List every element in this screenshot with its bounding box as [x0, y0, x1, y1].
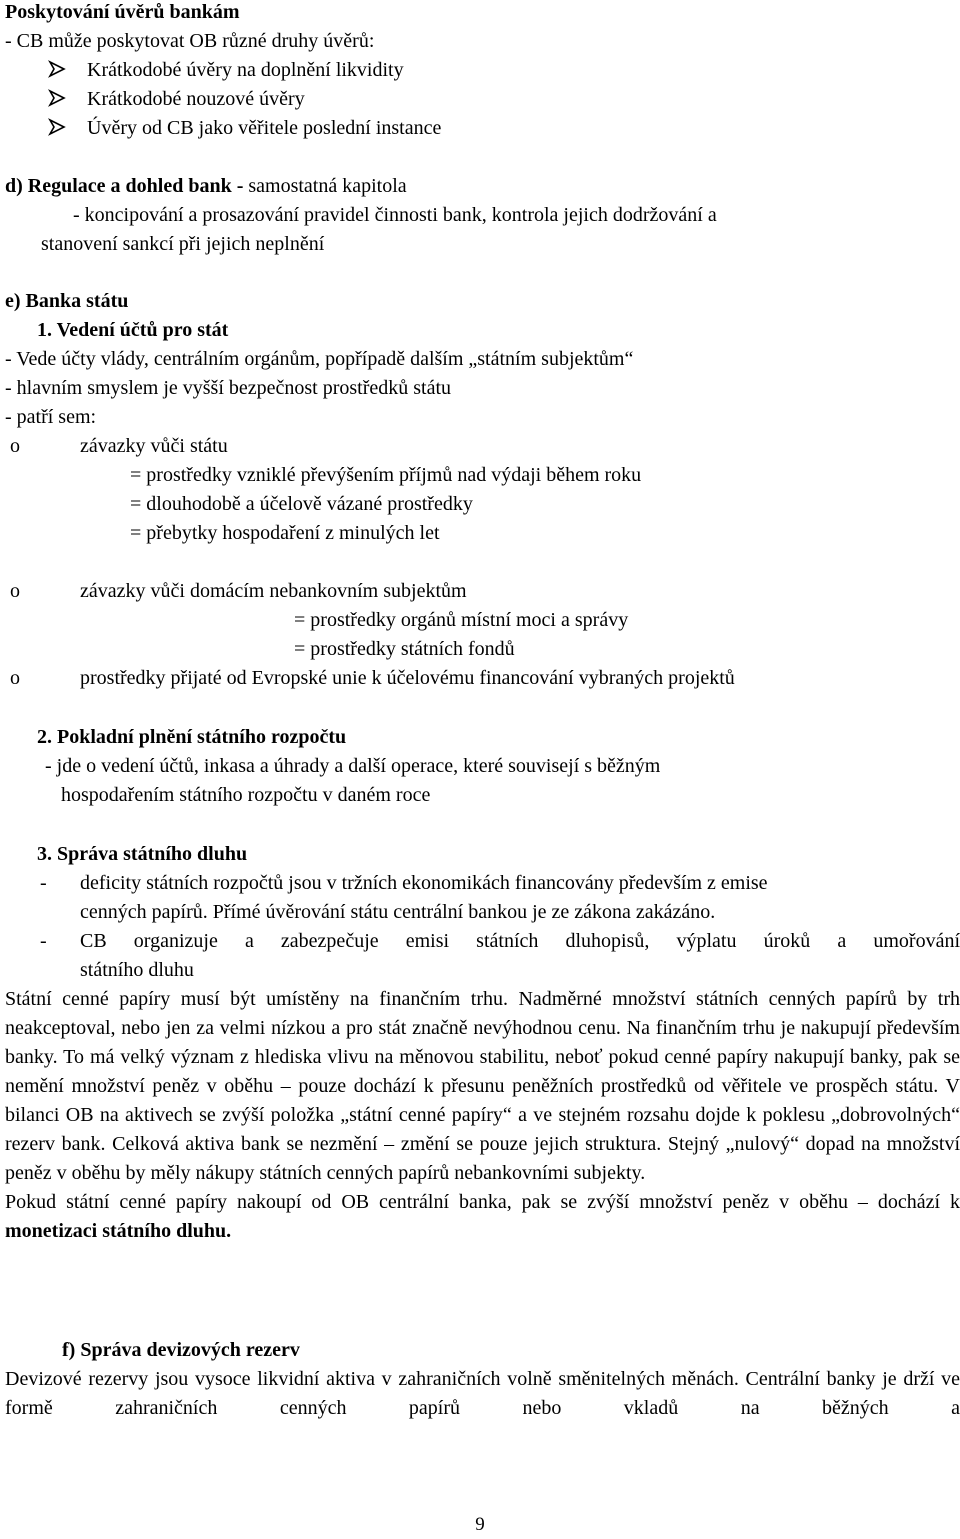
- page-number: 9: [475, 1514, 485, 1535]
- circle-bullet: o: [10, 435, 20, 457]
- text-line: CB organizuje a zabezpečuje emisi státních dluhopisů, výplatu úroků a umořování: [80, 930, 960, 952]
- paragraph-text: [5, 1188, 960, 1246]
- text-line: = prostředky vzniklé převýšením příjmů nad výdaji během roku: [130, 464, 642, 486]
- circle-bullet: o: [10, 580, 20, 602]
- paragraph-text: Státní cenné papíry musí být umístěny na finančním trhu. Nadměrné množství státních cenných papírů by trh neakceptoval, nebo jen za velmi nízkou a pro stát značně nevýhodnou cenu. Na finančním trhu je nakupují především banky. To má velký význam z hlediska vlivu na měnovou stabilitu, neboť pokud cenné papíry nakupují banky, pak se nemění množství peněz v oběhu – pouze dochází k přesunu peněžních prostředků od věřitele ve prospěch státu. V bilanci OB na aktivech se zvýší položka „státní cenné papíry“ a ve stejném rozsahu dojde k poklesu „dobrovolných“ rezerv bank. Celková aktiva bank se nezmění – změní se pouze jejich struktura. Stejný „nulový“ dopad na množství peněz v oběhu by měly nákupy státních cenných papírů nebankovními subjekty.: [5, 988, 960, 1184]
- text-line: stanovení sankcí při jejich neplnění: [41, 233, 325, 255]
- section-title: Poskytování úvěrů bankám: [5, 1, 240, 23]
- subsection-heading: 2. Pokladní plnění státního rozpočtu: [37, 726, 347, 748]
- section-title: e) Banka státu: [5, 290, 129, 312]
- text-line: deficity státních rozpočtů jsou v tržních ekonomikách financovány především z emise: [80, 872, 768, 894]
- section-d-heading: [5, 172, 407, 201]
- text-line: - koncipování a prosazování pravidel činnosti bank, kontrola jejich dodržování a: [73, 204, 717, 226]
- list-item: [48, 114, 441, 143]
- dash-marker: -: [40, 930, 47, 952]
- list-item-text: Krátkodobé úvěry na doplnění likvidity: [87, 59, 404, 81]
- body-paragraph: [5, 1365, 960, 1423]
- text-line: - jde o vedení účtů, inkasa a úhrady a další operace, které souvisejí s běžným: [45, 755, 661, 777]
- dash-marker: -: [40, 872, 47, 894]
- list-item-text: Úvěry od CB jako věřitele poslední instance: [87, 117, 442, 139]
- text-line: cenných papírů. Přímé úvěrování státu centrální bankou je ze zákona zakázáno.: [80, 901, 716, 923]
- text-line: = přebytky hospodaření z minulých let: [130, 522, 440, 544]
- list-item-text: závazky vůči státu: [80, 435, 228, 457]
- arrow-bullet-icon: [48, 118, 66, 136]
- list-item-text: závazky vůči domácím nebankovním subjektům: [80, 580, 467, 602]
- list-item-text: Krátkodobé nouzové úvěry: [87, 88, 305, 110]
- body-paragraph: [5, 985, 960, 1246]
- arrow-bullet-icon: [48, 89, 66, 107]
- list-item: [48, 85, 305, 114]
- list-item-text: prostředky přijaté od Evropské unie k účelovému financování vybraných projektů: [80, 667, 735, 689]
- section-note: samostatná kapitola: [243, 175, 407, 197]
- subsection-heading: 1. Vedení účtů pro stát: [37, 319, 229, 341]
- bold-term: monetizaci státního dluhu.: [5, 1220, 232, 1242]
- text-line: hospodařením státního rozpočtu v daném roce: [61, 784, 431, 806]
- text-line: - Vede účty vlády, centrálním orgánům, popřípadě dalším „státním subjektům“: [5, 348, 634, 370]
- intro-line: - CB může poskytovat OB různé druhy úvěrů:: [5, 30, 375, 52]
- section-title: d) Regulace a dohled bank -: [5, 175, 244, 197]
- paragraph-text-run: Pokud státní cenné papíry nakoupí od OB centrální banka, pak se zvýší množství peněz v oběhu – dochází k: [5, 1191, 960, 1213]
- section-title: f) Správa devizových rezerv: [62, 1339, 300, 1361]
- paragraph-text: Devizové rezervy jsou vysoce likvidní aktiva v zahraničních volně směnitelných měnách. Centrální banky je drží ve formě zahraničních cenných papírů nebo vkladů na běžných a: [5, 1368, 960, 1419]
- arrow-bullet-icon: [48, 60, 66, 78]
- text-line: - hlavním smyslem je vyšší bezpečnost prostředků státu: [5, 377, 452, 399]
- text-line: státního dluhu: [80, 959, 194, 981]
- text-line: - patří sem:: [5, 406, 97, 428]
- text-line: = prostředky orgánů místní moci a správy: [294, 609, 629, 631]
- list-item: [48, 56, 404, 85]
- circle-bullet: o: [10, 667, 20, 689]
- subsection-heading: 3. Správa státního dluhu: [37, 843, 248, 865]
- text-line: = prostředky státních fondů: [294, 638, 515, 660]
- text-line: = dlouhodobě a účelově vázané prostředky: [130, 493, 473, 515]
